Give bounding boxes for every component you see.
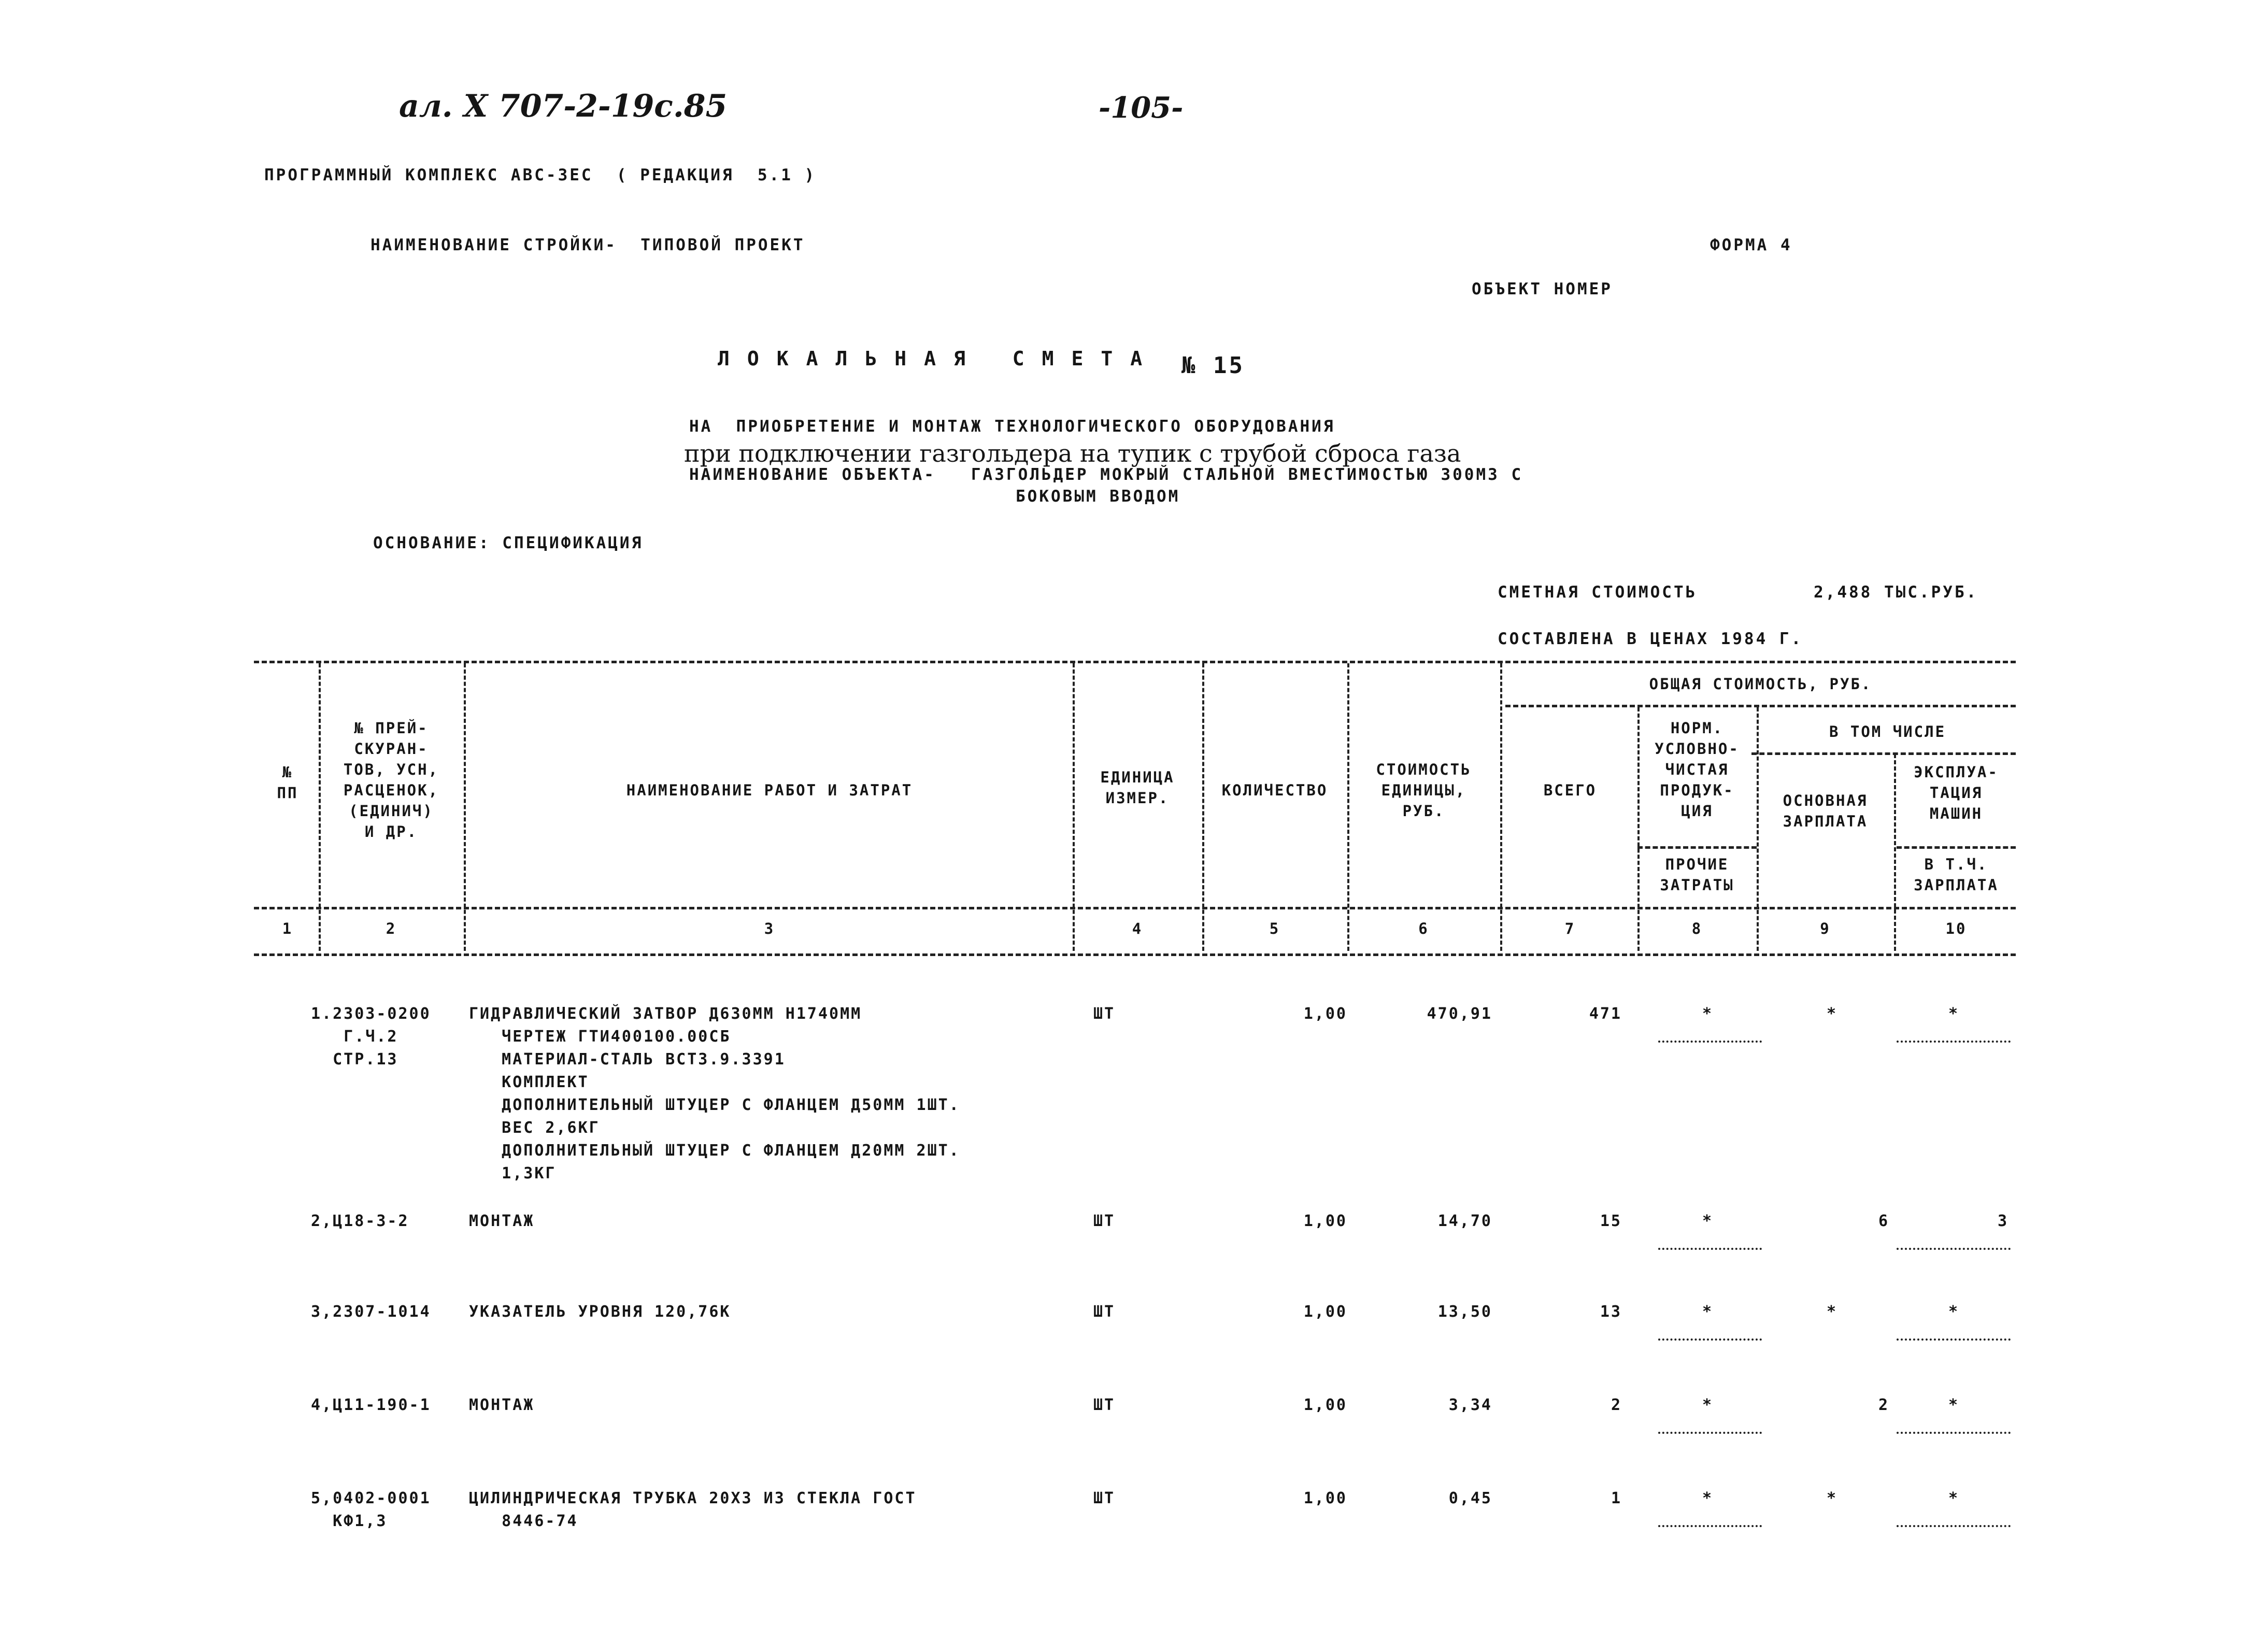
row-5-name: ЦИЛИНДРИЧЕСКАЯ ТРУБКА 20Х3 ИЗ СТЕКЛА ГОСТ 8446-74 bbox=[469, 1489, 917, 1530]
row-1-price: 470,91 bbox=[1427, 1005, 1492, 1023]
header-col6: СТОИМОСТЬ ЕДИНИЦЫ, РУБ. bbox=[1376, 761, 1472, 820]
basis-label: ОСНОВАНИЕ: СПЕЦИФИКАЦИЯ bbox=[373, 534, 644, 552]
form-label: ФОРМА 4 bbox=[1710, 236, 1792, 254]
total-group-rule bbox=[1505, 705, 2016, 707]
estimated-cost-value: 2,488 ТЫС.РУБ. bbox=[1814, 583, 1978, 602]
row-3-col10: * bbox=[1948, 1303, 1960, 1321]
col-divider bbox=[1500, 663, 1502, 951]
col-divider bbox=[1894, 754, 1896, 951]
table-top-rule bbox=[254, 661, 2016, 663]
row-1-col10: * bbox=[1948, 1005, 1960, 1023]
header-col2: № ПРЕЙ- СКУРАН- ТОВ, УСН, РАСЦЕНОК, (ЕДИНИЧ) И ДР. bbox=[343, 719, 439, 841]
row-3-code: 3,2307-1014 bbox=[311, 1303, 431, 1321]
header-bottom-rule bbox=[254, 907, 2016, 909]
col-divider bbox=[1637, 707, 1640, 951]
column-number: 4 bbox=[1132, 920, 1143, 937]
row-5-col8: * bbox=[1702, 1489, 1714, 1507]
header-col7: ВСЕГО bbox=[1543, 781, 1597, 799]
header-col3: НАИМЕНОВАНИЕ РАБОТ И ЗАТРАТ bbox=[626, 781, 913, 799]
row-2-col10: 3 bbox=[1998, 1212, 2009, 1230]
row-5-total: 1 bbox=[1611, 1489, 1622, 1507]
row-4-col10: * bbox=[1948, 1396, 1960, 1414]
column-number: 6 bbox=[1418, 920, 1429, 937]
row-5-col10-dash bbox=[1897, 1525, 2011, 1527]
row-1-name: ГИДРАВЛИЧЕСКИЙ ЗАТВОР Д630ММ Н1740ММ ЧЕРТЕЖ ГТИ400100.00СБ МАТЕРИАЛ-СТАЛЬ ВСТ3.9.3391 КОМПЛЕКТ ДОПОЛНИТЕЛЬНЫЙ ШТУЦЕР С ФЛАНЦЕМ Д50ММ 1ШТ. ВЕС 2,6КГ ДОПОЛНИТЕЛЬНЫЙ ШТУЦЕР С ФЛАНЦЕМ Д20ММ 2ШТ. 1,3КГ bbox=[469, 1005, 960, 1183]
header-col9: ОСНОВНАЯ ЗАРПЛАТА bbox=[1783, 792, 1868, 830]
header-col10-top: ЭКСПЛУА- ТАЦИЯ МАШИН bbox=[1914, 763, 1999, 822]
row-4-qty: 1,00 bbox=[1303, 1396, 1347, 1414]
row-4-col10-dash bbox=[1897, 1432, 2011, 1434]
row-3-col9: * bbox=[1827, 1303, 1838, 1321]
col-divider bbox=[1347, 663, 1349, 951]
column-number: 10 bbox=[1945, 920, 1967, 937]
object-name-line-1: НАИМЕНОВАНИЕ ОБЪЕКТА- ГАЗГОЛЬДЕР МОКРЫЙ СТАЛЬНОЙ ВМЕСТИМОСТЬЮ 300М3 С bbox=[689, 465, 1523, 484]
row-5-col8-dash bbox=[1658, 1525, 1762, 1527]
row-4-name: МОНТАЖ bbox=[469, 1396, 535, 1414]
row-1-col9: * bbox=[1827, 1005, 1838, 1023]
purpose-line-2: при подключении газгольдера на тупик с трубой сброса газа bbox=[684, 439, 1461, 467]
column-number: 9 bbox=[1820, 920, 1831, 937]
handwritten-reference: ал. Х 707-2-19с.85 bbox=[399, 88, 728, 124]
row-2-col8-dash bbox=[1658, 1248, 1762, 1250]
col-divider bbox=[1757, 707, 1759, 951]
page-number: -105- bbox=[1099, 91, 1184, 125]
row-1-code: 1.2303-0200 Г.Ч.2 СТР.13 bbox=[311, 1005, 431, 1069]
row-1-col10-dash bbox=[1897, 1041, 2011, 1043]
row-1-col8-dash bbox=[1658, 1041, 1762, 1043]
header-col10-bottom: В Т.Ч. ЗАРПЛАТА bbox=[1914, 856, 1999, 894]
row-2-total: 15 bbox=[1600, 1212, 1622, 1230]
estimated-cost-label: СМЕТНАЯ СТОИМОСТЬ bbox=[1498, 583, 1698, 602]
row-5-unit: ШТ bbox=[1093, 1489, 1116, 1507]
row-3-col8: * bbox=[1702, 1303, 1714, 1321]
row-2-col10-dash bbox=[1897, 1248, 2011, 1250]
row-2-col8: * bbox=[1702, 1212, 1714, 1230]
row-4-col9: 2 bbox=[1878, 1396, 1890, 1414]
construction-name: НАИМЕНОВАНИЕ СТРОЙКИ- ТИПОВОЙ ПРОЕКТ bbox=[371, 236, 805, 254]
col10-split-rule bbox=[1897, 846, 2016, 849]
estimate-number: № 15 bbox=[1181, 352, 1245, 379]
row-3-col10-dash bbox=[1897, 1338, 2011, 1341]
prices-note: СОСТАВЛЕНА В ЦЕНАХ 1984 Г. bbox=[1498, 630, 1803, 648]
column-number: 7 bbox=[1564, 920, 1576, 937]
row-3-name: УКАЗАТЕЛЬ УРОВНЯ 120,76К bbox=[469, 1303, 731, 1321]
column-numbers-rule bbox=[254, 953, 2016, 956]
column-number: 3 bbox=[764, 920, 775, 937]
col-divider bbox=[1202, 663, 1204, 951]
row-3-price: 13,50 bbox=[1437, 1303, 1492, 1321]
col-divider bbox=[319, 663, 321, 951]
row-5-col10: * bbox=[1948, 1489, 1960, 1507]
row-5-col9: * bbox=[1827, 1489, 1838, 1507]
row-2-name: МОНТАЖ bbox=[469, 1212, 535, 1230]
header-col8-bottom: ПРОЧИЕ ЗАТРАТЫ bbox=[1660, 856, 1734, 894]
row-2-price: 14,70 bbox=[1437, 1212, 1492, 1230]
row-1-unit: ШТ bbox=[1093, 1005, 1116, 1023]
program-name: ПРОГРАММНЫЙ КОМПЛЕКС АВС-3ЕС ( РЕДАКЦИЯ 5.1 ) bbox=[264, 166, 817, 184]
column-number: 1 bbox=[282, 920, 293, 937]
header-total-group: ОБЩАЯ СТОИМОСТЬ, РУБ. bbox=[1649, 675, 1872, 693]
row-5-price: 0,45 bbox=[1448, 1489, 1492, 1507]
column-number: 8 bbox=[1691, 920, 1703, 937]
row-5-code: 5,0402-0001 КФ1,3 bbox=[311, 1489, 431, 1530]
row-4-unit: ШТ bbox=[1093, 1396, 1116, 1414]
row-3-qty: 1,00 bbox=[1303, 1303, 1347, 1321]
row-4-col8-dash bbox=[1658, 1432, 1762, 1434]
purpose-line-1: НА ПРИОБРЕТЕНИЕ И МОНТАЖ ТЕХНОЛОГИЧЕСКОГО ОБОРУДОВАНИЯ bbox=[689, 417, 1335, 436]
row-2-qty: 1,00 bbox=[1303, 1212, 1347, 1230]
row-1-total: 471 bbox=[1589, 1005, 1622, 1023]
row-2-unit: ШТ bbox=[1093, 1212, 1116, 1230]
header-col5: КОЛИЧЕСТВО bbox=[1221, 781, 1328, 799]
header-col4: ЕДИНИЦА ИЗМЕР. bbox=[1100, 768, 1175, 807]
row-2-code: 2,Ц18-3-2 bbox=[311, 1212, 409, 1230]
row-3-unit: ШТ bbox=[1093, 1303, 1116, 1321]
estimate-title: ЛОКАЛЬНАЯ СМЕТА bbox=[718, 347, 1160, 370]
col-divider bbox=[464, 663, 466, 951]
row-1-col8: * bbox=[1702, 1005, 1714, 1023]
object-name-line-2: БОКОВЫМ ВВОДОМ bbox=[1016, 487, 1180, 506]
header-col1: № ПП bbox=[277, 763, 298, 802]
incl-group-rule bbox=[1751, 752, 2016, 755]
row-4-total: 2 bbox=[1611, 1396, 1622, 1414]
row-2-col9: 6 bbox=[1878, 1212, 1890, 1230]
column-number: 5 bbox=[1269, 920, 1280, 937]
object-number-label: ОБЪЕКТ НОМЕР bbox=[1472, 280, 1613, 298]
row-5-qty: 1,00 bbox=[1303, 1489, 1347, 1507]
row-4-col8: * bbox=[1702, 1396, 1714, 1414]
row-4-price: 3,34 bbox=[1448, 1396, 1492, 1414]
col8-split-rule bbox=[1637, 846, 1757, 849]
row-3-total: 13 bbox=[1600, 1303, 1622, 1321]
row-1-qty: 1,00 bbox=[1303, 1005, 1347, 1023]
row-3-col8-dash bbox=[1658, 1338, 1762, 1341]
header-incl-group: В ТОМ ЧИСЛЕ bbox=[1829, 723, 1946, 740]
row-4-code: 4,Ц11-190-1 bbox=[311, 1396, 431, 1414]
header-col8-top: НОРМ. УСЛОВНО- ЧИСТАЯ ПРОДУК- ЦИЯ bbox=[1655, 719, 1740, 820]
col-divider bbox=[1073, 663, 1075, 951]
column-number: 2 bbox=[386, 920, 397, 937]
